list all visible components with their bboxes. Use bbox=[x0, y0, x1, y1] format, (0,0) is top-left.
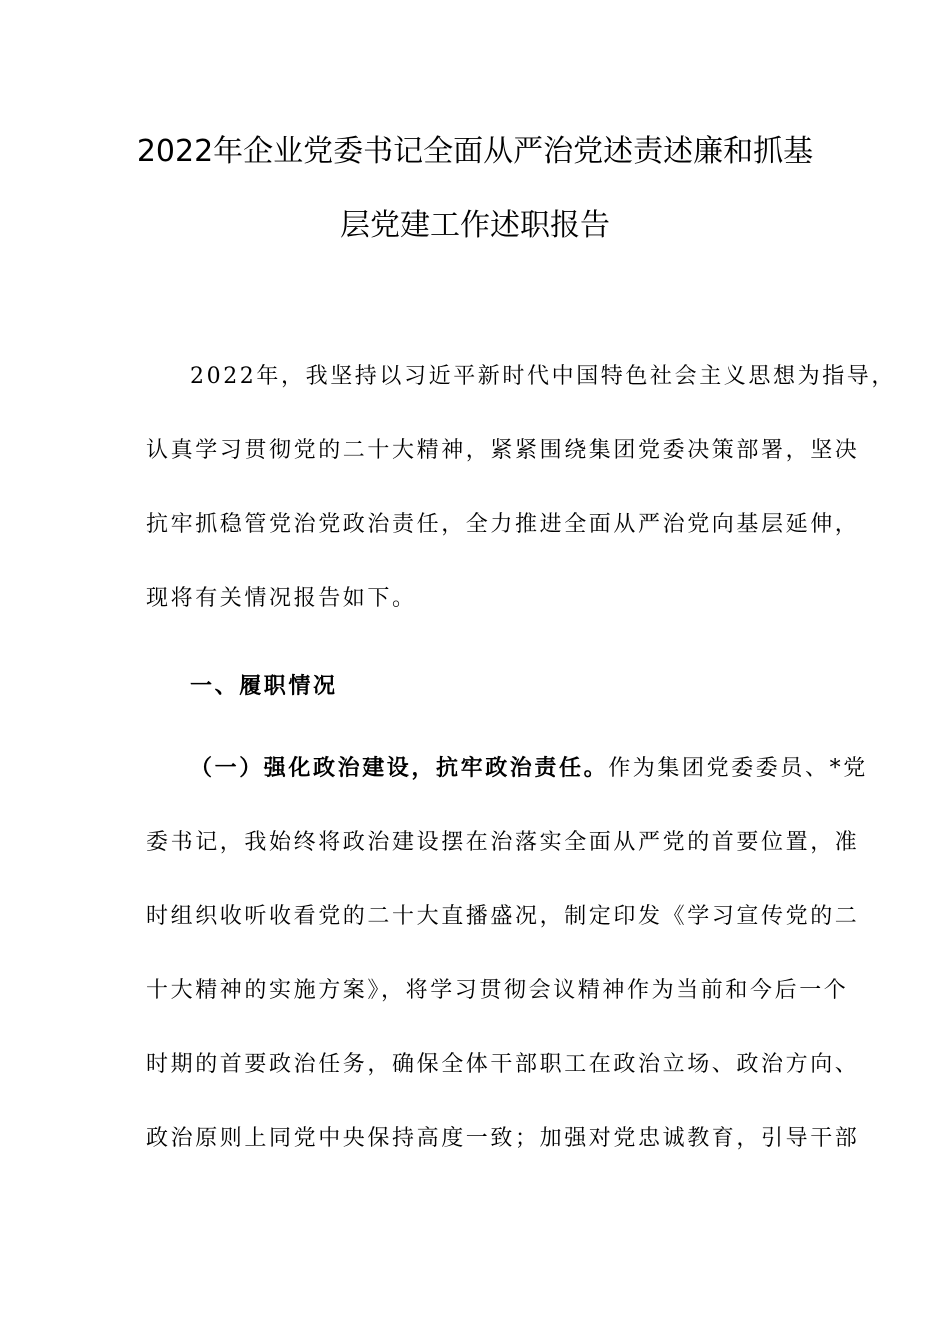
intro-paragraph-line-1: 2022年，我坚持以习近平新时代中国特色社会主义思想为指导， bbox=[190, 364, 896, 389]
intro-paragraph-line-2: 认真学习贯彻党的二十大精神，紧紧围绕集团党委决策部署，坚决 bbox=[146, 438, 860, 463]
document-title-line-1: 2022年企业党委书记全面从严治党述责述廉和抓基 bbox=[136, 134, 814, 169]
subsection-bold-title: （一）强化政治建设，抗牢政治责任。 bbox=[190, 756, 609, 781]
subsection-line-3: 时组织收听收看党的二十大直播盛况，制定印发《学习宣传党的二 bbox=[146, 904, 860, 929]
subsection-first-line-text: 作为集团党委委员、*党 bbox=[608, 756, 868, 781]
intro-paragraph-line-3: 抗牢抓稳管党治党政治责任，全力推进全面从严治党向基层延伸， bbox=[146, 512, 860, 537]
subsection-line-4: 十大精神的实施方案》，将学习贯彻会议精神作为当前和今后一个 bbox=[146, 978, 849, 1003]
intro-paragraph-line-4: 现将有关情况报告如下。 bbox=[146, 586, 417, 611]
subsection-line-5: 时期的首要政治任务，确保全体干部职工在政治立场、政治方向、 bbox=[146, 1052, 860, 1077]
subsection-line-6: 政治原则上同党中央保持高度一致；加强对党忠诚教育，引导干部 bbox=[146, 1126, 860, 1151]
subsection-first-line bbox=[190, 754, 870, 784]
section-heading: 一、履职情况 bbox=[190, 674, 338, 699]
document-title-line-2: 层党建工作述职报告 bbox=[340, 208, 610, 243]
subsection-line-2: 委书记，我始终将政治建设摆在治落实全面从严党的首要位置，准 bbox=[146, 830, 860, 855]
